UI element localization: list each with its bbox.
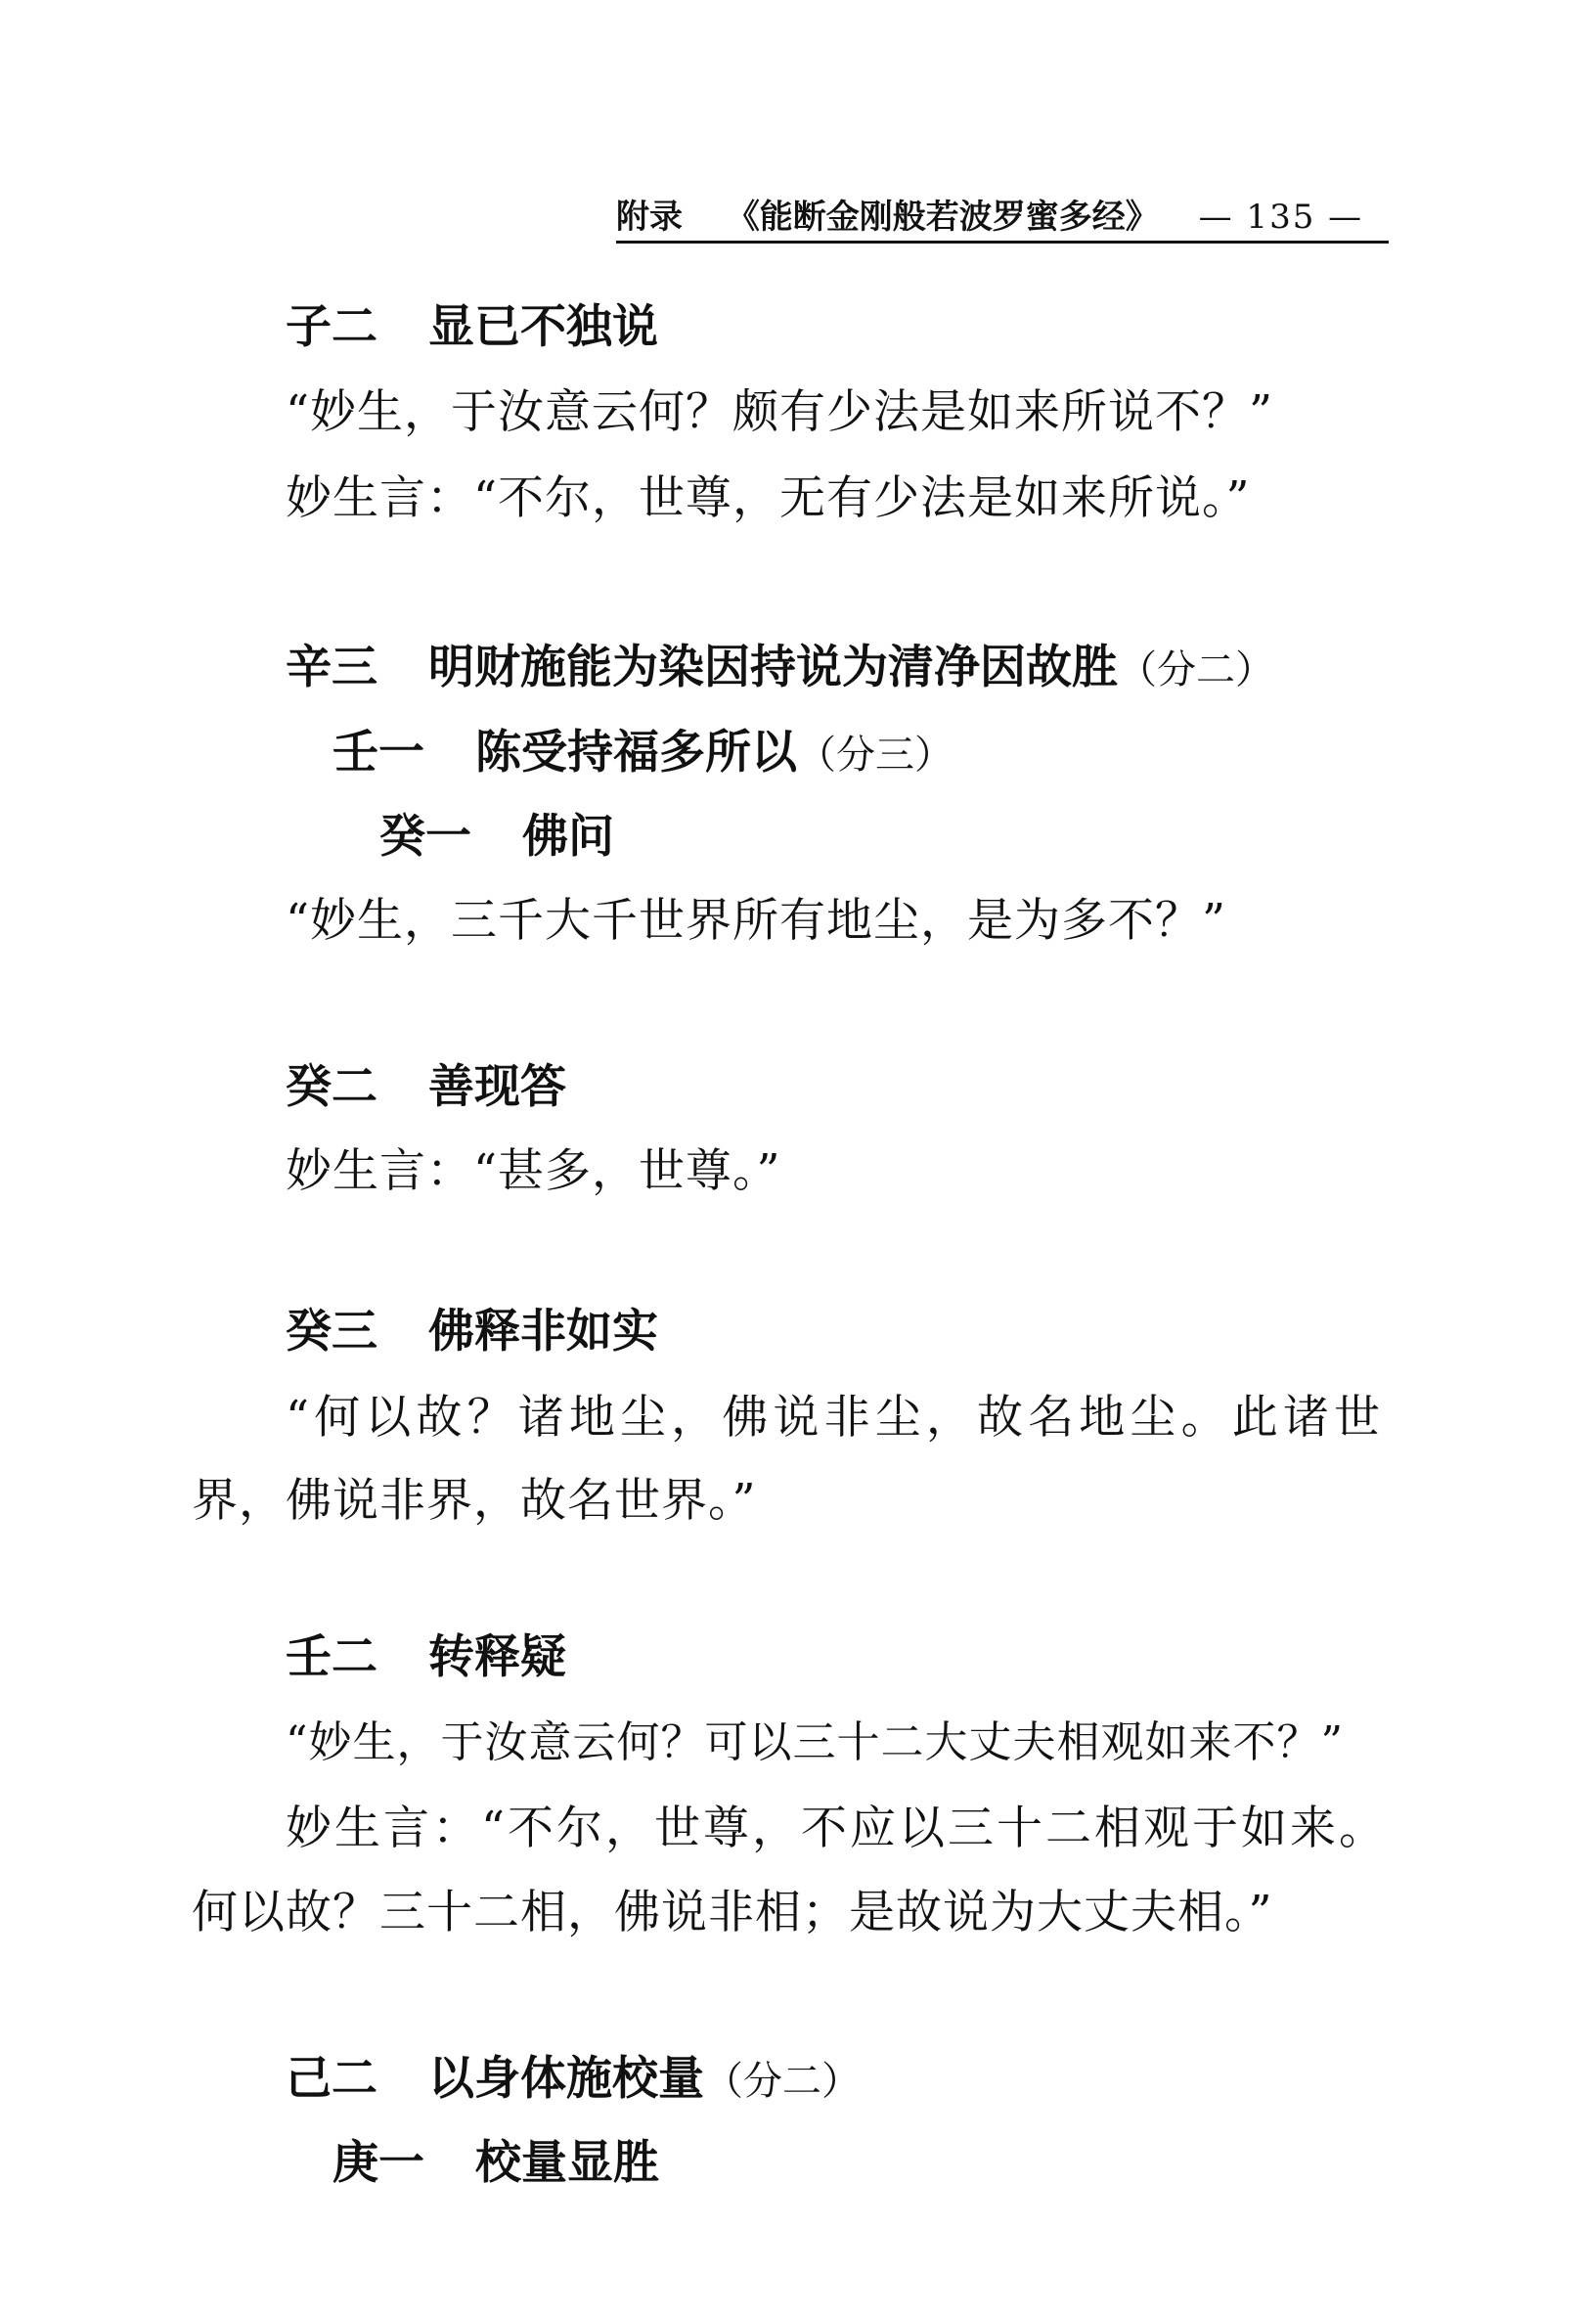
section-heading [332,2134,659,2193]
heading-label: 癸二 [286,1060,377,1114]
paragraph-line: “何以故？诸地尘，佛说非尘，故名地尘。此诸世 [286,1391,1381,1445]
section-heading [286,1628,566,1687]
heading-label: 壬一 [332,726,424,779]
heading-note: （分二） [704,2059,861,2104]
heading-label: 癸一 [379,810,471,864]
paragraph-line: “妙生，于汝意云何？可以三十二大丈夫相观如来不？” [286,1717,1344,1767]
heading-text: 以身体施校量 [428,2052,704,2106]
running-head-section: 附录 [616,198,683,237]
section-heading [286,298,658,357]
heading-note: （分二） [1118,647,1274,692]
heading-label: 壬二 [286,1630,377,1684]
heading-label: 辛三 [286,641,377,694]
paragraph-line: 界，佛说非界，故名世界。” [192,1474,757,1528]
heading-label: 子二 [286,300,377,354]
heading-label: 庚一 [332,2136,424,2190]
heading-label: 己二 [286,2052,377,2106]
heading-text: 陈受持福多所以 [475,726,797,779]
section-heading [286,1058,566,1117]
page-number: — 135 — [1198,198,1364,237]
paragraph-line: “妙生，三千大千世界所有地尘，是为多不？” [286,894,1227,948]
paragraph-line: “妙生，于汝意云何？颇有少法是如来所说不？” [286,385,1274,439]
paragraph-line: 妙生言：“不尔，世尊，无有少法是如来所说。” [286,471,1251,525]
heading-text: 校量显胜 [475,2136,659,2190]
heading-text: 明财施能为染因持说为清净因故胜 [428,641,1118,694]
heading-label: 癸三 [286,1305,377,1358]
paragraph-line: 何以故？三十二相，佛说非相；是故说为大丈夫相。” [192,1886,1273,1939]
heading-text: 佛释非如实 [428,1305,658,1358]
section-heading [286,1303,658,1361]
heading-note: （分三） [797,733,953,778]
section-heading [286,639,1274,699]
running-head [616,194,1389,244]
section-heading [286,2050,861,2111]
heading-text: 善现答 [428,1060,566,1114]
heading-text: 显已不独说 [428,300,658,354]
paragraph-line: 妙生言：“不尔，世尊，不应以三十二相观于如来。 [286,1802,1386,1855]
section-heading [379,808,614,867]
section-heading [332,724,953,784]
heading-text: 佛问 [522,810,614,864]
heading-text: 转释疑 [428,1630,566,1684]
paragraph-line: 妙生言：“甚多，世尊。” [286,1144,781,1198]
running-head-title: 《能断金刚般若波罗蜜多经》 [726,198,1159,237]
